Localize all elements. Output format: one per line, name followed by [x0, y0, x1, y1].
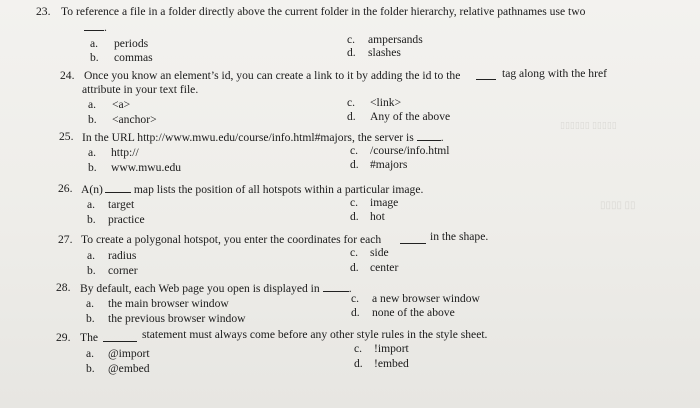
option-28-a-letter: a.: [86, 297, 95, 310]
option-26-a: target: [108, 198, 135, 211]
question-29-text-2: statement must always come before any other style rules in the style sheet.: [142, 328, 488, 341]
question-29-blank: [103, 331, 137, 345]
question-23-tail: .: [104, 21, 107, 34]
option-29-d-letter: d.: [354, 357, 363, 370]
option-24-c: <link>: [370, 96, 402, 109]
question-28-text-body: By default, each Web page you open is displayed in: [80, 282, 320, 295]
option-26-b-letter: b.: [87, 213, 96, 226]
question-29-number: 29.: [56, 331, 71, 344]
option-25-a-letter: a.: [88, 146, 97, 159]
question-27-number: 27.: [58, 233, 73, 246]
answer-blank: [105, 182, 131, 193]
answer-blank: [323, 281, 349, 292]
option-26-a-letter: a.: [87, 198, 96, 211]
question-23-number: 23.: [36, 5, 51, 18]
option-25-b-letter: b.: [88, 161, 97, 174]
option-27-d-letter: d.: [350, 261, 359, 274]
option-25-a: http://: [111, 146, 139, 159]
option-29-a-letter: a.: [86, 347, 95, 360]
option-28-d-letter: d.: [351, 306, 360, 319]
option-23-b-letter: b.: [90, 51, 99, 64]
option-24-d-letter: d.: [347, 110, 356, 123]
option-24-a: <a>: [112, 98, 131, 111]
option-28-b: the previous browser window: [108, 312, 246, 325]
option-26-d-letter: d.: [350, 210, 359, 223]
option-23-a-letter: a.: [90, 37, 99, 50]
option-23-c-letter: c.: [347, 33, 356, 46]
option-28-c-letter: c.: [351, 292, 360, 305]
option-25-b: www.mwu.edu: [111, 161, 182, 174]
option-28-a: the main browser window: [108, 297, 229, 310]
option-29-b: @embed: [108, 362, 150, 375]
question-23-blank-line: [84, 20, 107, 34]
option-25-c-letter: c.: [350, 144, 359, 157]
option-24-d: Any of the above: [370, 110, 451, 123]
option-29-c: !import: [374, 342, 409, 355]
answer-blank: [476, 69, 496, 80]
question-26-text: [81, 182, 423, 196]
question-25-text: [82, 130, 444, 144]
option-24-a-letter: a.: [88, 98, 97, 111]
option-26-b: practice: [108, 213, 145, 226]
question-25-number: 25.: [59, 130, 74, 143]
answer-blank: [417, 130, 441, 141]
option-28-b-letter: b.: [86, 312, 95, 325]
option-29-d: !embed: [374, 357, 409, 370]
question-24-text-2: tag along with the href: [502, 67, 607, 80]
option-23-d: slashes: [368, 46, 401, 59]
option-24-b-letter: b.: [88, 113, 97, 126]
option-29-c-letter: c.: [354, 342, 363, 355]
question-26-text-2: map lists the position of all hotspots within a particular image.: [133, 183, 424, 196]
option-26-c: image: [370, 196, 399, 209]
option-29-a: @import: [108, 347, 150, 360]
question-26-number: 26.: [58, 182, 73, 195]
option-27-d: center: [370, 261, 399, 274]
question-24-text-3: attribute in your text file.: [82, 83, 199, 96]
option-23-b: commas: [114, 51, 153, 64]
question-24-text-1: Once you know an element’s id, you can create a link to it by adding the id to the: [84, 69, 461, 82]
option-27-a-letter: a.: [87, 249, 96, 262]
answer-blank: [84, 20, 104, 31]
option-25-c: /course/info.html: [370, 144, 450, 157]
question-23-text: To reference a file in a folder directly above the current folder in the folder hierarchy, relative pathnames use two: [61, 5, 586, 18]
option-28-d: none of the above: [372, 306, 455, 319]
bleed-through-mark: ▯▯▯▯▯▯ ▯▯▯▯▯: [560, 120, 617, 130]
question-29-text-1: The: [80, 331, 99, 344]
option-27-b: corner: [108, 264, 138, 277]
answer-blank: [103, 331, 137, 342]
option-27-c-letter: c.: [350, 246, 359, 259]
option-27-c: side: [370, 246, 389, 259]
question-27-text-2: in the shape.: [430, 230, 489, 243]
option-24-c-letter: c.: [347, 96, 356, 109]
option-26-d: hot: [370, 210, 385, 223]
question-27-text-1: To create a polygonal hotspot, you enter the coordinates for each: [81, 233, 382, 246]
question-27-blank: [400, 233, 426, 247]
question-24-blank: [476, 69, 496, 83]
question-28-tail: .: [348, 282, 352, 295]
question-25-text-body: In the URL http://www.mwu.edu/course/info.html#majors, the server is: [82, 131, 414, 144]
option-23-c: ampersands: [368, 33, 423, 46]
question-24-number: 24.: [60, 69, 75, 82]
option-23-a: periods: [114, 37, 149, 50]
question-28-text: [80, 281, 352, 295]
option-25-d: #majors: [370, 158, 408, 171]
option-25-d-letter: d.: [350, 158, 359, 171]
question-25-tail: .: [440, 131, 444, 144]
option-24-b: <anchor>: [112, 113, 157, 126]
option-27-b-letter: b.: [87, 264, 96, 277]
question-26-text-1: A(n): [81, 183, 103, 196]
answer-blank: [400, 233, 426, 244]
option-28-c: a new browser window: [372, 292, 480, 305]
question-28-number: 28.: [56, 281, 71, 294]
bleed-through-mark: ▯▯▯▯ ▯▯: [600, 200, 636, 211]
option-23-d-letter: d.: [347, 46, 356, 59]
option-26-c-letter: c.: [350, 196, 359, 209]
option-29-b-letter: b.: [86, 362, 95, 375]
option-27-a: radius: [108, 249, 137, 262]
